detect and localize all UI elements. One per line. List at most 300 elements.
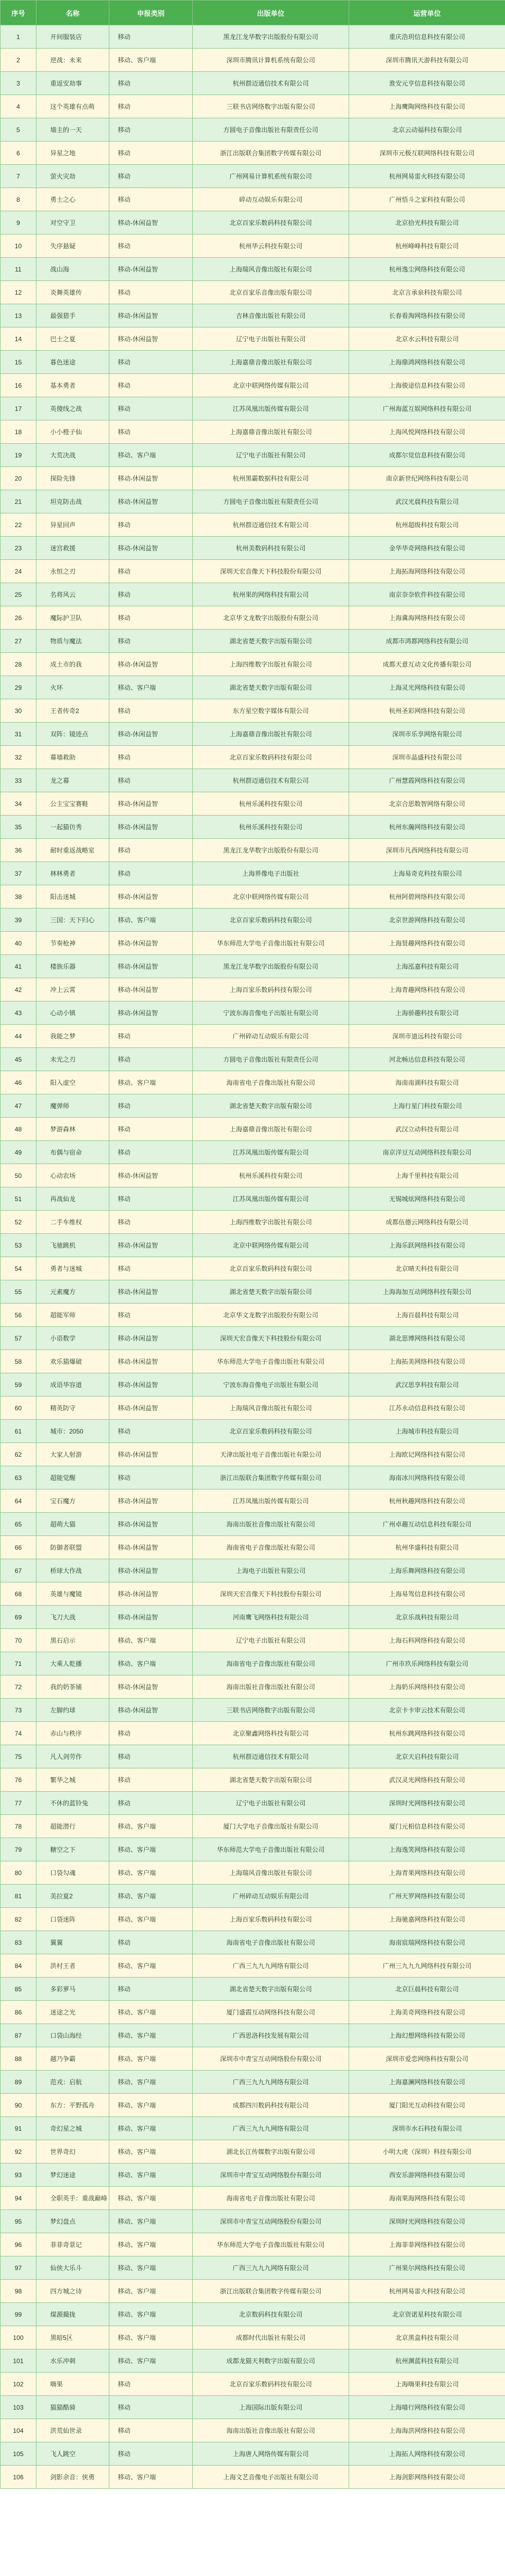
cell-operator: 海南宸瑞网络科技有限公司	[349, 1931, 505, 1954]
cell-serial: 44	[1, 1025, 36, 1048]
cell-publisher: 海南省电子音像出版社有限公司	[193, 1536, 349, 1559]
cell-serial: 43	[1, 1001, 36, 1025]
cell-publisher: 湖北省楚天数字出版有限公司	[193, 1280, 349, 1304]
cell-category: 移动、客户端	[109, 2071, 193, 2094]
cell-operator: 海南南湖科技有限公司	[349, 1071, 505, 1094]
cell-publisher: 北京华文龙数字出版股份有限公司	[193, 606, 349, 630]
cell-name: 超能觉醒	[36, 1466, 109, 1490]
cell-name: 猫猫酷骑	[36, 2396, 109, 2419]
cell-serial: 22	[1, 513, 36, 537]
cell-category: 移动	[109, 560, 193, 583]
cell-publisher: 上海文艺音像电子出版社有限公司	[193, 2466, 349, 2489]
cell-category: 移动、客户端	[109, 2140, 193, 2163]
cell-name: 勇者与迷城	[36, 1257, 109, 1280]
cell-serial: 71	[1, 1652, 36, 1675]
cell-operator: 上海泓嘉科技有限公司	[349, 955, 505, 978]
cell-category: 移动	[109, 699, 193, 723]
cell-name: 飞人跳空	[36, 2442, 109, 2466]
cell-operator: 上海幻想网络科技有限公司	[349, 2024, 505, 2047]
cell-operator: 上海菲菲网络科技有限公司	[349, 2233, 505, 2256]
cell-serial: 51	[1, 1187, 36, 1211]
cell-name: 洪荒仙世录	[36, 2419, 109, 2442]
cell-serial: 65	[1, 1513, 36, 1536]
cell-publisher: 厦门大学电子音像出版社有限公司	[193, 1815, 349, 1838]
cell-serial: 42	[1, 978, 36, 1001]
cell-publisher: 黑龙江龙华数字出版股份有限公司	[193, 839, 349, 862]
table-row	[1, 1885, 505, 1908]
cell-publisher: 江苏凤凰出版传媒有限公司	[193, 1141, 349, 1164]
cell-operator: 成都市鸿都网络科技有限公司	[349, 630, 505, 653]
cell-name: 嗨果	[36, 2373, 109, 2396]
table-row	[1, 397, 505, 420]
cell-category: 移动	[109, 513, 193, 537]
table-row	[1, 1211, 505, 1234]
cell-name: 剑影余音：侠勇	[36, 2466, 109, 2489]
table-row	[1, 932, 505, 955]
cell-publisher: 厦门盛霞互动网络科技有限公司	[193, 2001, 349, 2024]
cell-name: 菲菲奇景记	[36, 2233, 109, 2256]
cell-category: 移动、客户端	[109, 2233, 193, 2256]
cell-category: 移动、客户端	[109, 676, 193, 699]
cell-operator: 上海鹰陶网络科技有限公司	[349, 95, 505, 118]
cell-name: 战山海	[36, 258, 109, 281]
table-row	[1, 1652, 505, 1675]
cell-name: 大荒决战	[36, 444, 109, 467]
cell-operator: 金华华奇网络科技有限公司	[349, 537, 505, 560]
cell-operator: 杭州超级科技有限公司	[349, 513, 505, 537]
cell-category: 移动-休闲益智	[109, 1001, 193, 1025]
cell-serial: 88	[1, 2047, 36, 2071]
cell-publisher: 北京百家乐数码科技有限公司	[193, 746, 349, 769]
cell-publisher: 东方星空数字媒体有限公司	[193, 699, 349, 723]
cell-operator: 北京天启科技有限公司	[349, 1745, 505, 1768]
cell-name: 节奏枪神	[36, 932, 109, 955]
cell-operator: 杭州东跳网络科技有限公司	[349, 1722, 505, 1745]
cell-serial: 38	[1, 885, 36, 908]
table-row	[1, 1606, 505, 1629]
cell-publisher: 碎动互动娱乐有限公司	[193, 188, 349, 211]
cell-category: 移动	[109, 769, 193, 792]
cell-publisher: 湖北省楚天数字出版有限公司	[193, 1978, 349, 2001]
cell-operator: 武汉立动科技有限公司	[349, 1118, 505, 1141]
cell-serial: 33	[1, 769, 36, 792]
cell-publisher: 海南省电子音像出版社有限公司	[193, 1071, 349, 1094]
cell-name: 小语数学	[36, 1327, 109, 1350]
cell-publisher: 湖北省楚天数字出版有限公司	[193, 630, 349, 653]
cell-publisher: 深圳天宏音像天下科技股份有限公司	[193, 1582, 349, 1606]
cell-category: 移动	[109, 746, 193, 769]
cell-operator: 南京奈奈软件科技有限公司	[349, 583, 505, 606]
cell-serial: 86	[1, 2001, 36, 2024]
cell-name: 火环	[36, 676, 109, 699]
table-row	[1, 95, 505, 118]
header-operator: 运营单位	[349, 1, 505, 25]
table-row	[1, 2117, 505, 2140]
cell-serial: 56	[1, 1304, 36, 1327]
cell-name: 我的奶茶铺	[36, 1675, 109, 1699]
table-row	[1, 583, 505, 606]
cell-publisher: 三联书店网络数字出版有限公司	[193, 1699, 349, 1722]
cell-category: 移动	[109, 1978, 193, 2001]
cell-operator: 北京水云科技有限公司	[349, 327, 505, 351]
cell-serial: 64	[1, 1490, 36, 1513]
cell-publisher: 杭州群迈通信技术有限公司	[193, 513, 349, 537]
cell-serial: 25	[1, 583, 36, 606]
cell-publisher: 广州网易计算机系统有限公司	[193, 165, 349, 188]
table-row	[1, 978, 505, 1001]
cell-operator: 深圳时光网络科技有限公司	[349, 1792, 505, 1815]
cell-publisher: 杭州乐溪科技有限公司	[193, 792, 349, 816]
cell-operator: 上海易奇克科技有限公司	[349, 862, 505, 885]
cell-publisher: 杭州群迈通信技术有限公司	[193, 769, 349, 792]
cell-name: 洪村王者	[36, 1954, 109, 1978]
cell-name: 超萌大猫	[36, 1513, 109, 1536]
cell-category: 移动-休闲益智	[109, 467, 193, 490]
cell-publisher: 上海瑞风音像出版社有限公司	[193, 1397, 349, 1420]
cell-category: 移动	[109, 839, 193, 862]
cell-serial: 78	[1, 1815, 36, 1838]
cell-name: 防御者联盟	[36, 1536, 109, 1559]
cell-publisher: 杭州乐溪科技有限公司	[193, 1164, 349, 1187]
cell-name: 迷宫救援	[36, 537, 109, 560]
cell-publisher: 华东师范大学电子音像出版社有限公司	[193, 932, 349, 955]
cell-publisher: 杭州果的网络科技有限公司	[193, 583, 349, 606]
cell-name: 超能潜行	[36, 1815, 109, 1838]
table-row	[1, 1257, 505, 1280]
cell-category: 移动	[109, 374, 193, 397]
cell-serial: 59	[1, 1373, 36, 1397]
table-row	[1, 1466, 505, 1490]
cell-operator: 上海海洪网络科技有限公司	[349, 2419, 505, 2442]
cell-name: 再战仙龙	[36, 1187, 109, 1211]
cell-name: 林林勇者	[36, 862, 109, 885]
cell-name: 冲上云霄	[36, 978, 109, 1001]
table-row	[1, 1071, 505, 1094]
cell-serial: 7	[1, 165, 36, 188]
cell-operator: 江苏永动信息科技有限公司	[349, 1397, 505, 1420]
cell-category: 移动、客户端	[109, 1838, 193, 1861]
cell-serial: 54	[1, 1257, 36, 1280]
cell-publisher: 杭州华云科技有限公司	[193, 235, 349, 258]
cell-operator: 北京乐战科技有限公司	[349, 1606, 505, 1629]
cell-category: 移动-休闲益智	[109, 211, 193, 235]
table-row	[1, 1792, 505, 1815]
cell-publisher: 上海嘉鼎音像出版社有限公司	[193, 420, 349, 444]
cell-operator: 上海青果网络科技有限公司	[349, 1861, 505, 1885]
cell-name: 凡人剑劳作	[36, 1745, 109, 1768]
cell-publisher: 广西思洛科技发展有限公司	[193, 2024, 349, 2047]
cell-operator: 湖北思博网络科技有限公司	[349, 1327, 505, 1350]
table-row	[1, 1954, 505, 1978]
cell-serial: 68	[1, 1582, 36, 1606]
cell-serial: 85	[1, 1978, 36, 2001]
cell-name: 勇士之心	[36, 188, 109, 211]
cell-publisher: 海南省电子音像出版社有限公司	[193, 1652, 349, 1675]
table-row	[1, 723, 505, 746]
cell-serial: 36	[1, 839, 36, 862]
cell-operator: 武汉思享科技有限公司	[349, 1373, 505, 1397]
cell-serial: 76	[1, 1768, 36, 1792]
cell-publisher: 江苏凤凰出版传媒有限公司	[193, 1187, 349, 1211]
header-name: 名称	[36, 1, 109, 25]
cell-operator: 武汉光晨科技有限公司	[349, 490, 505, 513]
cell-publisher: 上海嘉鼎音像出版社有限公司	[193, 723, 349, 746]
cell-serial: 18	[1, 420, 36, 444]
cell-publisher: 辽宁电子出版社有限公司	[193, 444, 349, 467]
cell-name: 大乘人乾播	[36, 1652, 109, 1675]
cell-category: 移动	[109, 1768, 193, 1792]
cell-serial: 104	[1, 2419, 36, 2442]
cell-operator: 广州果尔网络科技有限公司	[349, 2256, 505, 2280]
table-row	[1, 1373, 505, 1397]
cell-category: 移动	[109, 1931, 193, 1954]
cell-category: 移动	[109, 606, 193, 630]
cell-name: 元素魔方	[36, 1280, 109, 1304]
table-row	[1, 1327, 505, 1350]
cell-serial: 106	[1, 2466, 36, 2489]
cell-publisher: 上海百家乐数码科技有限公司	[193, 1908, 349, 1931]
cell-serial: 37	[1, 862, 36, 885]
cell-operator: 上海石科网络科技有限公司	[349, 1629, 505, 1652]
cell-operator: 上海青趣网络科技有限公司	[349, 978, 505, 1001]
cell-category: 移动-休闲益智	[109, 1397, 193, 1420]
cell-category: 移动	[109, 1466, 193, 1490]
table-row	[1, 2001, 505, 2024]
table-row	[1, 2094, 505, 2117]
cell-category: 移动、客户端	[109, 2280, 193, 2303]
table-row	[1, 885, 505, 908]
cell-category: 移动	[109, 1094, 193, 1118]
table-row	[1, 1443, 505, 1466]
cell-operator: 广州天罗网络科技有限公司	[349, 1885, 505, 1908]
cell-serial: 27	[1, 630, 36, 653]
table-row	[1, 327, 505, 351]
cell-name: 一起猫仿秀	[36, 816, 109, 839]
cell-category: 移动	[109, 72, 193, 95]
cell-serial: 81	[1, 1885, 36, 1908]
table-row	[1, 1141, 505, 1164]
cell-operator: 上海奶乐网络科技有限公司	[349, 1675, 505, 1699]
cell-name: 墙主的一天	[36, 118, 109, 142]
table-row	[1, 2442, 505, 2466]
cell-name: 城市：2050	[36, 1420, 109, 1443]
cell-category: 移动-休闲益智	[109, 653, 193, 676]
cell-operator: 上海乐跃网络科技有限公司	[349, 1234, 505, 1257]
table-row	[1, 1536, 505, 1559]
table-row	[1, 444, 505, 467]
cell-publisher: 海南出版社音像出版社有限公司	[193, 1675, 349, 1699]
cell-name: 二手车维权	[36, 1211, 109, 1234]
cell-operator: 杭州圣彩网络科技有限公司	[349, 699, 505, 723]
cell-name: 口袋勾魂	[36, 1861, 109, 1885]
cell-serial: 101	[1, 2349, 36, 2373]
cell-operator: 上海拓美网络科技有限公司	[349, 1350, 505, 1373]
cell-serial: 57	[1, 1327, 36, 1350]
cell-category: 移动-休闲益智	[109, 723, 193, 746]
cell-name: 失序悬疑	[36, 235, 109, 258]
cell-serial: 39	[1, 908, 36, 932]
cell-category: 移动-休闲益智	[109, 1490, 193, 1513]
cell-publisher: 杭州美数码科技有限公司	[193, 537, 349, 560]
cell-category: 移动、客户端	[109, 2349, 193, 2373]
cell-publisher: 上海电子出版社有限公司	[193, 1559, 349, 1582]
cell-category: 移动	[109, 1722, 193, 1745]
cell-name: 英傻线之战	[36, 397, 109, 420]
cell-publisher: 河南鹰飞网络科技有限公司	[193, 1606, 349, 1629]
cell-name: 魔际护卫队	[36, 606, 109, 630]
table-row	[1, 1908, 505, 1931]
table-row	[1, 281, 505, 304]
cell-category: 移动	[109, 1745, 193, 1768]
cell-publisher: 上海瑞风音像出版社有限公司	[193, 1861, 349, 1885]
cell-serial: 26	[1, 606, 36, 630]
table-row	[1, 1397, 505, 1420]
cell-category: 移动、客户端	[109, 2256, 193, 2280]
cell-serial: 98	[1, 2280, 36, 2303]
cell-publisher: 杭州乐溪科技有限公司	[193, 816, 349, 839]
cell-operator: 广州悟斗之家科技有限公司	[349, 188, 505, 211]
table-row	[1, 118, 505, 142]
cell-publisher: 黑龙江龙华数字出版股份有限公司	[193, 955, 349, 978]
cell-serial: 12	[1, 281, 36, 304]
cell-name: 巴士之夏	[36, 327, 109, 351]
table-row	[1, 2071, 505, 2094]
cell-publisher: 广西三九九九网络有限公司	[193, 2256, 349, 2280]
cell-serial: 82	[1, 1908, 36, 1931]
cell-publisher: 深圳天宏音像天下科技股份有限公司	[193, 560, 349, 583]
table-row	[1, 1490, 505, 1513]
cell-category: 移动	[109, 420, 193, 444]
cell-category: 移动、客户端	[109, 2187, 193, 2210]
table-row	[1, 2163, 505, 2187]
cell-name: 王者传奇2	[36, 699, 109, 723]
table-row	[1, 2280, 505, 2303]
cell-name: 煤源撮拢	[36, 2303, 109, 2326]
table-row	[1, 2140, 505, 2163]
cell-category: 移动-休闲益智	[109, 258, 193, 281]
table-row	[1, 1094, 505, 1118]
cell-serial: 20	[1, 467, 36, 490]
cell-publisher: 方圆电子音像出版社有限责任公司	[193, 490, 349, 513]
cell-operator: 北京巨晨科技有限公司	[349, 1978, 505, 2001]
table-row	[1, 1048, 505, 1071]
header-category: 申报类别	[109, 1, 193, 25]
cell-serial: 63	[1, 1466, 36, 1490]
cell-name: 黑暗5区	[36, 2326, 109, 2349]
table-row	[1, 513, 505, 537]
cell-operator: 海南冰川网络科技有限公司	[349, 1466, 505, 1490]
cell-serial: 41	[1, 955, 36, 978]
cell-publisher: 杭州群迈通信技术有限公司	[193, 1745, 349, 1768]
cell-category: 移动	[109, 1792, 193, 1815]
cell-operator: 河北畅达信息科技有限公司	[349, 1048, 505, 1071]
table-row	[1, 490, 505, 513]
cell-serial: 29	[1, 676, 36, 699]
cell-category: 移动、客户端	[109, 1652, 193, 1675]
cell-category: 移动、客户端	[109, 1908, 193, 1931]
cell-name: 梦幻盘点	[36, 2210, 109, 2233]
cell-publisher: 深圳天宏音像天下科技股份有限公司	[193, 1327, 349, 1350]
cell-operator: 厦门元相信息科技有限公司	[349, 1815, 505, 1838]
cell-publisher: 上海唐人网络传媒有限公司	[193, 2442, 349, 2466]
cell-category: 移动-休闲益智	[109, 1164, 193, 1187]
cell-category: 移动、客户端	[109, 2163, 193, 2187]
cell-name: 糖空之下	[36, 1838, 109, 1861]
cell-name: 逆战：未来	[36, 49, 109, 72]
table-row	[1, 1420, 505, 1443]
cell-publisher: 上海四维数字出版社有限公司	[193, 1211, 349, 1234]
cell-operator: 杭州东瀚网络科技有限公司	[349, 816, 505, 839]
header-serial: 序号	[1, 1, 36, 25]
cell-category: 移动	[109, 397, 193, 420]
cell-serial: 32	[1, 746, 36, 769]
cell-serial: 67	[1, 1559, 36, 1582]
cell-operator: 北京晴天科技有限公司	[349, 1257, 505, 1280]
cell-operator: 上海贤趣网络科技有限公司	[349, 932, 505, 955]
cell-operator: 重庆浩玥信息科技有限公司	[349, 25, 505, 49]
cell-serial: 28	[1, 653, 36, 676]
cell-operator: 北京资诺星科技有限公司	[349, 2303, 505, 2326]
cell-serial: 99	[1, 2303, 36, 2326]
table-row	[1, 1815, 505, 1838]
table-row	[1, 746, 505, 769]
cell-publisher: 海南省电子音像出版社有限公司	[193, 1931, 349, 1954]
cell-name: 双阵：镜迹点	[36, 723, 109, 746]
cell-publisher: 辽宁电子出版社有限公司	[193, 327, 349, 351]
cell-operator: 深圳市凡西网络科技有限公司	[349, 839, 505, 862]
cell-publisher: 华东师范大学电子音像出版社有限公司	[193, 2233, 349, 2256]
cell-name: 阳入虚空	[36, 1071, 109, 1094]
cell-serial: 89	[1, 2071, 36, 2094]
cell-name: 世界奇幻	[36, 2140, 109, 2163]
table-row	[1, 699, 505, 723]
table-row	[1, 25, 505, 49]
cell-publisher: 上海国际出版有限公司	[193, 2396, 349, 2419]
cell-serial: 102	[1, 2373, 36, 2396]
table-row	[1, 1118, 505, 1141]
table-row	[1, 839, 505, 862]
cell-publisher: 海南省电子音像出版社有限公司	[193, 2187, 349, 2210]
cell-name: 飞刀大战	[36, 1606, 109, 1629]
cell-category: 移动-休闲益智	[109, 1536, 193, 1559]
cell-publisher: 成都龙猫天利数字出版有限公司	[193, 2349, 349, 2373]
cell-operator: 上海海加互动网络科技有限公司	[349, 1280, 505, 1304]
table-row	[1, 1187, 505, 1211]
cell-publisher: 北京聚鑫网络科技有限公司	[193, 1722, 349, 1745]
table-row	[1, 2326, 505, 2349]
cell-operator: 北京云动福科技有限公司	[349, 118, 505, 142]
table-row	[1, 676, 505, 699]
cell-serial: 77	[1, 1792, 36, 1815]
cell-operator: 上海行星门科技有限公司	[349, 1094, 505, 1118]
cell-category: 移动、客户端	[109, 1629, 193, 1652]
cell-serial: 30	[1, 699, 36, 723]
cell-operator: 上海百晨科技有限公司	[349, 1304, 505, 1327]
cell-publisher: 上海嘉鼎音像出版社有限公司	[193, 1118, 349, 1141]
cell-name: 成土市的我	[36, 653, 109, 676]
cell-name: 心动小镇	[36, 1001, 109, 1025]
cell-operator: 上海逸笑网络科技有限公司	[349, 1838, 505, 1861]
cell-category: 移动	[109, 630, 193, 653]
cell-category: 移动、客户端	[109, 1071, 193, 1094]
cell-name: 物质与魔法	[36, 630, 109, 653]
table-row	[1, 2024, 505, 2047]
cell-name: 异星之地	[36, 142, 109, 165]
cell-operator: 杭州峰峰科技有限公司	[349, 235, 505, 258]
cell-publisher: 北京百家乐数码科技有限公司	[193, 211, 349, 235]
cell-serial: 96	[1, 2233, 36, 2256]
cell-operator: 广州三九九九网络科技有限公司	[349, 1954, 505, 1978]
